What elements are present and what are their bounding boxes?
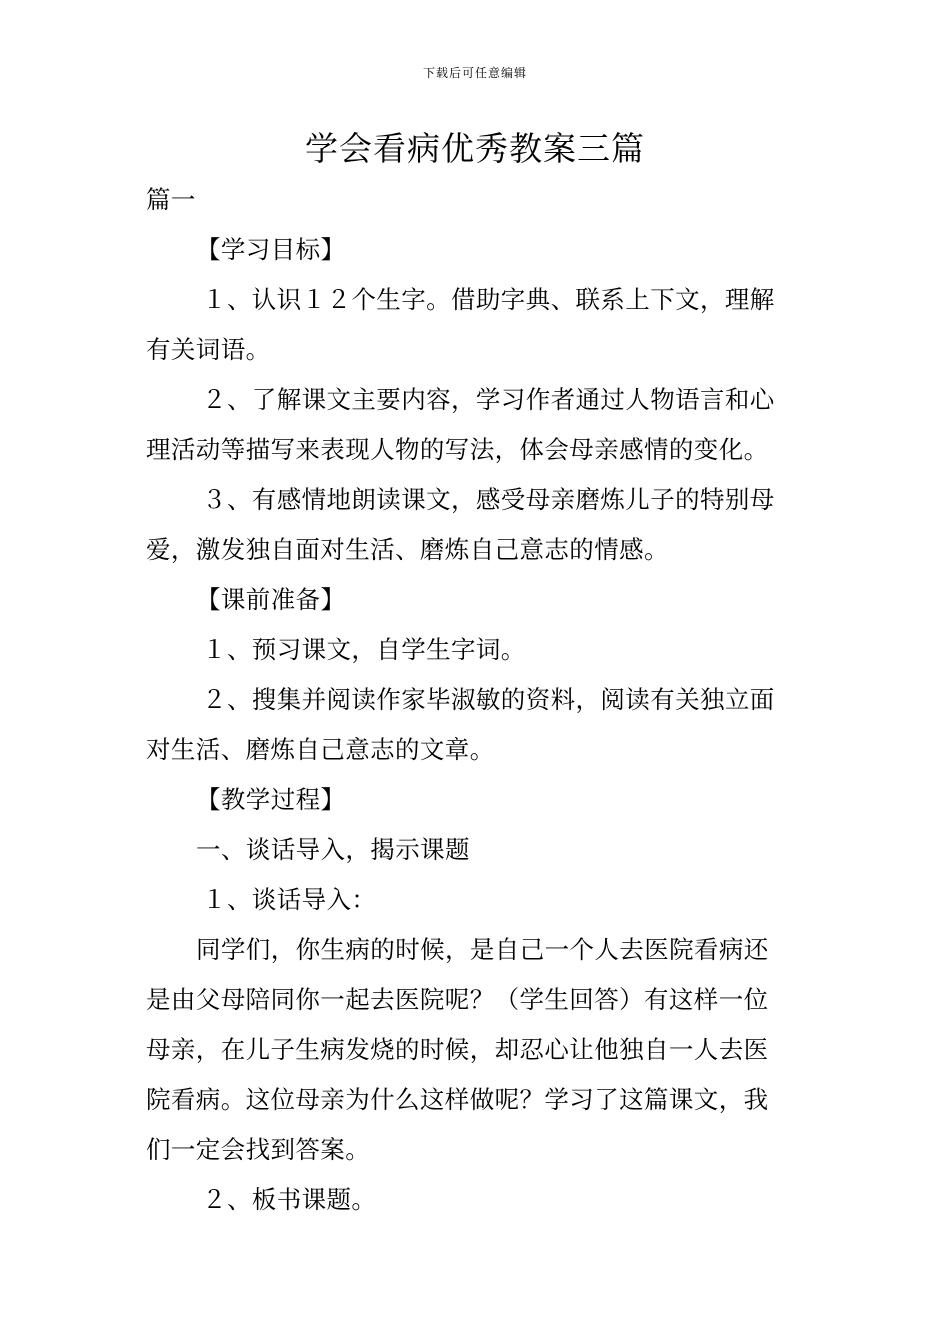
text-line: 母亲，在儿子生病发烧的时候，却忍心让他独自一人去医 bbox=[146, 1035, 769, 1064]
text-line: 有关词语。 bbox=[146, 335, 271, 364]
header-note: 下载后可任意编辑 bbox=[422, 66, 527, 80]
text-line: 是由父母陪同你一起去医院呢？（学生回答）有这样一位 bbox=[146, 985, 769, 1014]
text-line: 【教学过程】 bbox=[196, 785, 346, 814]
text-line: 同学们，你生病的时候，是自己一个人去医院看病还 bbox=[196, 935, 769, 964]
document-body bbox=[146, 175, 808, 1225]
text-line: 【学习目标】 bbox=[196, 235, 346, 264]
text-line: ２、搜集并阅读作家毕淑敏的资料，阅读有关独立面 bbox=[202, 685, 775, 714]
text-line: 对生活、磨炼自己意志的文章。 bbox=[146, 735, 495, 764]
text-line: １、认识１２个生字。借助字典、联系上下文，理解 bbox=[202, 285, 775, 314]
text-line: 理活动等描写来表现人物的写法，体会母亲感情的变化。 bbox=[146, 435, 769, 464]
text-line: 一、谈话导入，揭示课题 bbox=[196, 835, 470, 864]
text-line: ２、板书课题。 bbox=[202, 1185, 377, 1214]
text-line: 院看病。这位母亲为什么这样做呢？学习了这篇课文，我 bbox=[146, 1085, 769, 1114]
text-line: １、谈话导入： bbox=[202, 885, 377, 914]
text-line: 爱，激发独自面对生活、磨炼自己意志的情感。 bbox=[146, 535, 669, 564]
text-line: 【课前准备】 bbox=[196, 585, 346, 614]
text-line: ３、有感情地朗读课文，感受母亲磨炼儿子的特别母 bbox=[202, 485, 775, 514]
text-line: ２、了解课文主要内容，学习作者通过人物语言和心 bbox=[202, 385, 775, 414]
text-line: １、预习课文，自学生字词。 bbox=[202, 635, 526, 664]
text-line: 们一定会找到答案。 bbox=[146, 1135, 371, 1164]
document-title: 学会看病优秀教案三篇 bbox=[305, 129, 645, 168]
text-line: 篇一 bbox=[146, 185, 196, 214]
